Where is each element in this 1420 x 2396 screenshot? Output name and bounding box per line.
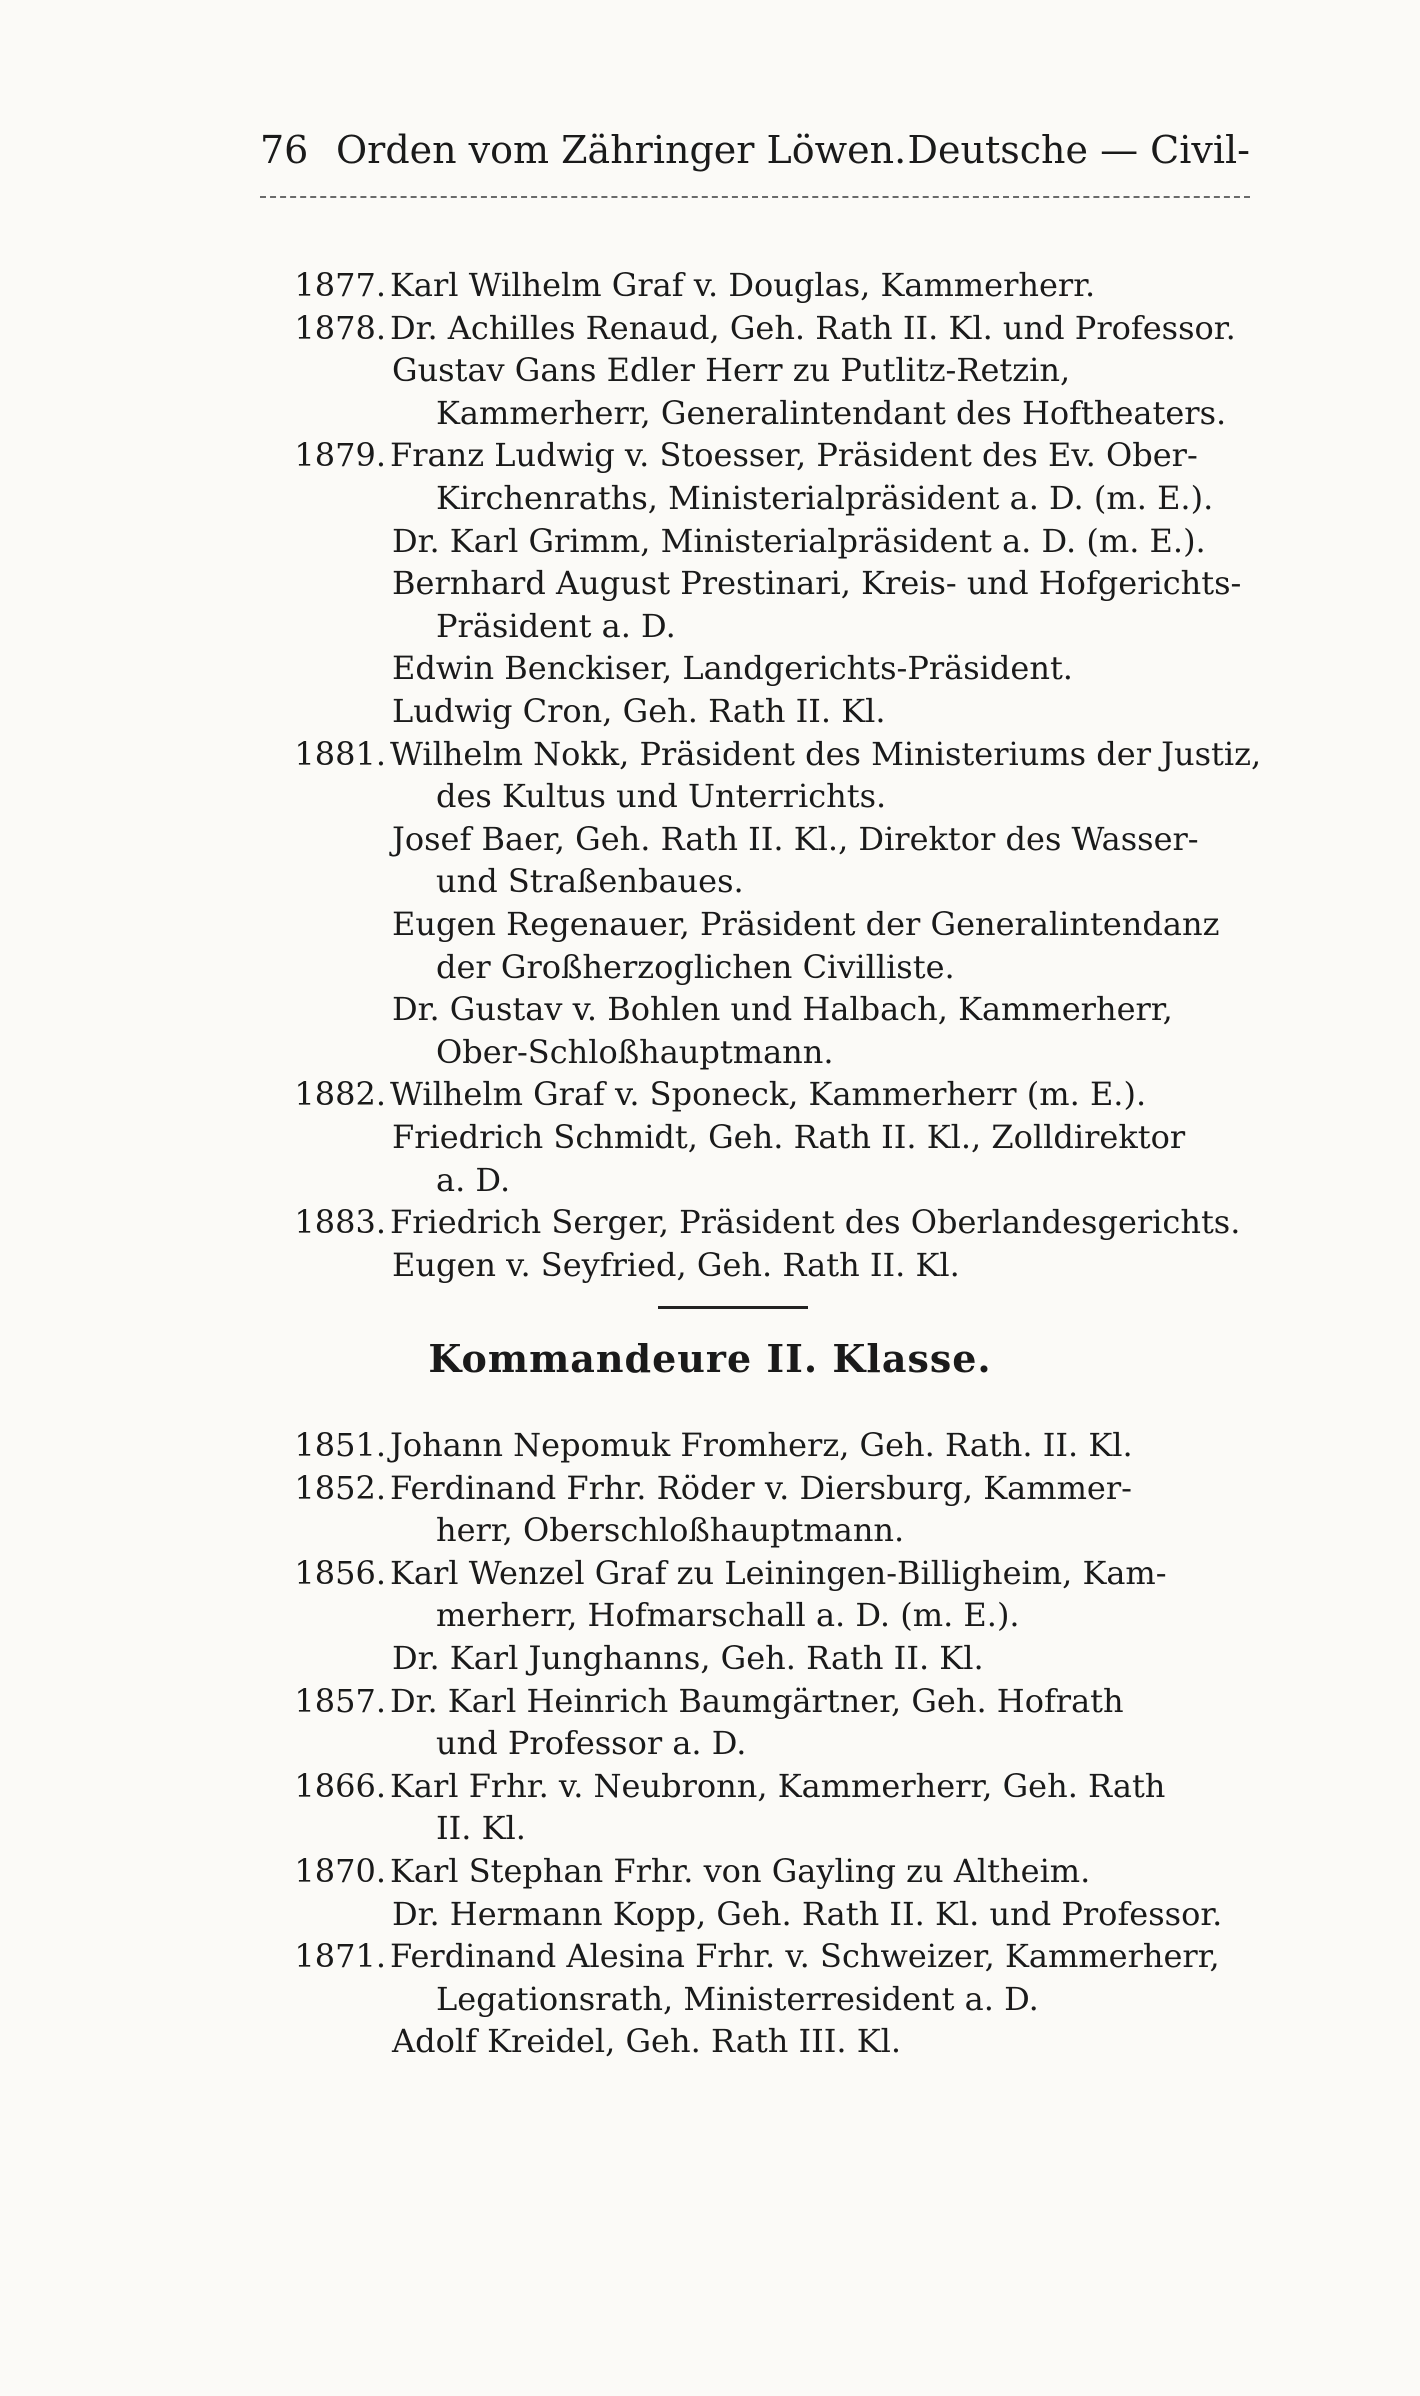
entry-text: Eugen Regenauer, Präsident der Generalintendanz — [392, 905, 1220, 943]
entry-year: 1856. — [294, 1554, 386, 1592]
entry-year: 1883. — [294, 1203, 386, 1241]
entry-year: 1851. — [294, 1426, 386, 1464]
entry-year: 1877. — [294, 266, 386, 304]
entry-text: Adolf Kreidel, Geh. Rath III. Kl. — [392, 2022, 902, 2060]
entry-text: Karl Wilhelm Graf v. Douglas, Kammerherr. — [390, 266, 1096, 304]
entry-text: Dr. Gustav v. Bohlen und Halbach, Kammerherr, — [392, 990, 1173, 1028]
header-rule — [260, 196, 1250, 198]
header-title-left: Orden vom Zähringer Löwen. — [336, 128, 907, 172]
entry-year: 1879. — [294, 436, 386, 474]
entry-continuation: und Straßenbaues. — [436, 862, 744, 900]
entry-text: Friedrich Schmidt, Geh. Rath II. Kl., Zolldirektor — [392, 1118, 1186, 1156]
entry-text: Karl Stephan Frhr. von Gayling zu Altheim. — [390, 1852, 1091, 1890]
entry-year: 1871. — [294, 1937, 386, 1975]
entry-text: Dr. Karl Grimm, Ministerialpräsident a. D. (m. E.). — [392, 522, 1206, 560]
entry-text: Wilhelm Graf v. Sponeck, Kammerherr (m. E.). — [390, 1075, 1147, 1113]
entry-continuation: herr, Oberschloßhauptmann. — [436, 1511, 905, 1549]
section-divider — [658, 1306, 808, 1309]
entry-text: Gustav Gans Edler Herr zu Putlitz-Retzin, — [392, 351, 1071, 389]
entry-continuation: und Professor a. D. — [436, 1724, 747, 1762]
entry-text: Ferdinand Alesina Frhr. v. Schweizer, Kammerherr, — [390, 1937, 1220, 1975]
entry-continuation: der Großherzoglichen Civilliste. — [436, 948, 955, 986]
page-number: 76 — [260, 128, 309, 172]
entry-text: Josef Baer, Geh. Rath II. Kl., Direktor des Wasser- — [392, 820, 1199, 858]
entry-text: Ludwig Cron, Geh. Rath II. Kl. — [392, 692, 886, 730]
entry-text: Dr. Achilles Renaud, Geh. Rath II. Kl. und Professor. — [390, 309, 1236, 347]
entry-year: 1878. — [294, 309, 386, 347]
entry-text: Bernhard August Prestinari, Kreis- und Hofgerichts- — [392, 564, 1242, 602]
section-title: Kommandeure II. Klasse. — [428, 1336, 992, 1381]
entry-text: Dr. Hermann Kopp, Geh. Rath II. Kl. und Professor. — [392, 1895, 1223, 1933]
entry-continuation: II. Kl. — [436, 1809, 526, 1847]
entry-year: 1866. — [294, 1767, 386, 1805]
entry-text: Friedrich Serger, Präsident des Oberlandesgerichts. — [390, 1203, 1241, 1241]
entry-year: 1882. — [294, 1075, 386, 1113]
entry-continuation: des Kultus und Unterrichts. — [436, 777, 887, 815]
entry-continuation: Legationsrath, Ministerresident a. D. — [436, 1980, 1039, 2018]
entry-continuation: Präsident a. D. — [436, 607, 676, 645]
entry-continuation: Kirchenraths, Ministerialpräsident a. D. (m. E.). — [436, 479, 1214, 517]
entry-continuation: Ober-Schloßhauptmann. — [436, 1033, 834, 1071]
entry-text: Karl Wenzel Graf zu Leiningen-Billigheim, Kam- — [390, 1554, 1167, 1592]
entry-continuation: a. D. — [436, 1161, 511, 1199]
entry-year: 1852. — [294, 1469, 386, 1507]
entry-text: Edwin Benckiser, Landgerichts-Präsident. — [392, 649, 1073, 687]
entry-text: Johann Nepomuk Fromherz, Geh. Rath. II. Kl. — [390, 1426, 1133, 1464]
entry-text: Eugen v. Seyfried, Geh. Rath II. Kl. — [392, 1246, 960, 1284]
entry-text: Dr. Karl Heinrich Baumgärtner, Geh. Hofrath — [390, 1682, 1124, 1720]
entry-continuation: merherr, Hofmarschall a. D. (m. E.). — [436, 1596, 1020, 1634]
entry-text: Wilhelm Nokk, Präsident des Ministeriums der Justiz, — [390, 735, 1262, 773]
entry-text: Dr. Karl Junghanns, Geh. Rath II. Kl. — [392, 1639, 984, 1677]
entry-year: 1870. — [294, 1852, 386, 1890]
entry-year: 1881. — [294, 735, 386, 773]
running-header — [260, 128, 1250, 190]
header-title-right: Deutsche — Civil- — [907, 128, 1250, 172]
entry-continuation: Kammerherr, Generalintendant des Hoftheaters. — [436, 394, 1227, 432]
entry-text: Ferdinand Frhr. Röder v. Diersburg, Kammer- — [390, 1469, 1132, 1507]
entry-text: Franz Ludwig v. Stoesser, Präsident des Ev. Ober- — [390, 436, 1198, 474]
entry-text: Karl Frhr. v. Neubronn, Kammerherr, Geh. Rath — [390, 1767, 1166, 1805]
entry-year: 1857. — [294, 1682, 386, 1720]
